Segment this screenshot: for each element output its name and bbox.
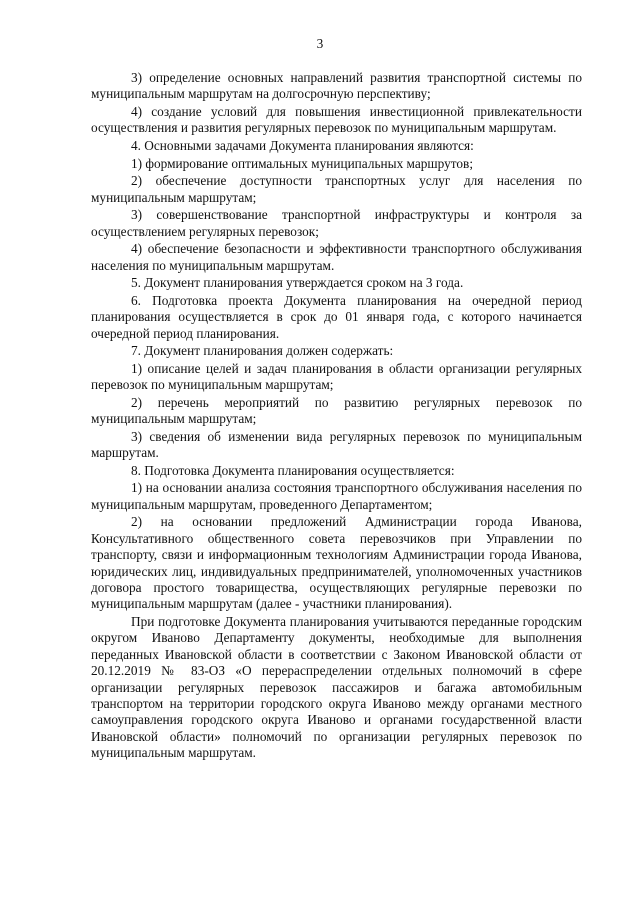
- paragraph-section-6: 6. Подготовка проекта Документа планирования на очередной период планирования осуществляется в срок до 01 января года, с которого начинается очередной период планирования.: [91, 292, 582, 341]
- paragraph-3-directions: 3) определение основных направлений развития транспортной системы по муниципальным маршрутам на долгосрочную перспективу;: [91, 70, 582, 102]
- paragraph-section-5: 5. Документ планирования утверждается сроком на 3 года.: [131, 275, 464, 291]
- paragraph-section-8-heading: 8. Подготовка Документа планирования осуществляется:: [131, 462, 455, 478]
- paragraph-section-7-heading: 7. Документ планирования должен содержать:: [131, 343, 394, 359]
- paragraph-basis-2: 2) на основании предложений Администрации города Иванова, Консультативного общественного совета перевозчиков при Управлении по транспорту, связи и информационным технологиям Администрации города Иванова, юридических лиц, индивидуальных предпринимателей, уполномоченных участников договора простого товарищества, осуществляющих регулярные перевозки по муниципальным маршрутам (далее - участники планирования).: [91, 514, 582, 612]
- paragraph-basis-1: 1) на основании анализа состояния транспортного обслуживания населения по муниципальным маршрутам, проведенного Департаментом;: [91, 480, 582, 512]
- page-number: 3: [316, 36, 324, 51]
- paragraph-transferred-documents: При подготовке Документа планирования учитываются переданные городским округом Иваново Департаменту документы, необходимые для выполнения переданных Ивановской области в соответствии с Законом Ивановской области от 20.12.2019 № 83-ОЗ «О перераспределении отдельных полномочий в сфере организации регулярных перевозок пассажиров и багажа автомобильным транспортом на территории городского округа Иваново между органами местного самоуправления городского округа Иваново и органами государственной власти Ивановской области» полномочий по организации регулярных перевозок по муниципальным маршрутам.: [91, 614, 582, 761]
- paragraph-task-1: 1) формирование оптимальных муниципальных маршрутов;: [131, 155, 474, 171]
- paragraph-4-investment: 4) создание условий для повышения инвестиционной привлекательности осуществления и развития регулярных перевозок по муниципальным маршрутам.: [91, 104, 582, 136]
- paragraph-task-3: 3) совершенствование транспортной инфраструктуры и контроля за осуществлением регулярных перевозок;: [91, 207, 582, 239]
- document-body: [91, 70, 582, 762]
- paragraph-task-2: 2) обеспечение доступности транспортных услуг для населения по муниципальным маршрутам;: [91, 173, 582, 205]
- paragraph-content-3: 3) сведения об изменении вида регулярных перевозок по муниципальным маршрутам.: [91, 428, 582, 461]
- paragraph-task-4: 4) обеспечение безопасности и эффективности транспортного обслуживания населения по муниципальным маршрутам.: [91, 241, 582, 273]
- paragraph-content-2: 2) перечень мероприятий по развитию регулярных перевозок по муниципальным маршрутам;: [91, 394, 582, 427]
- paragraph-content-1: 1) описание целей и задач планирования в области организации регулярных перевозок по муниципальным маршрутам;: [91, 360, 582, 393]
- paragraph-section-4-heading: 4. Основными задачами Документа планирования являются:: [131, 138, 474, 153]
